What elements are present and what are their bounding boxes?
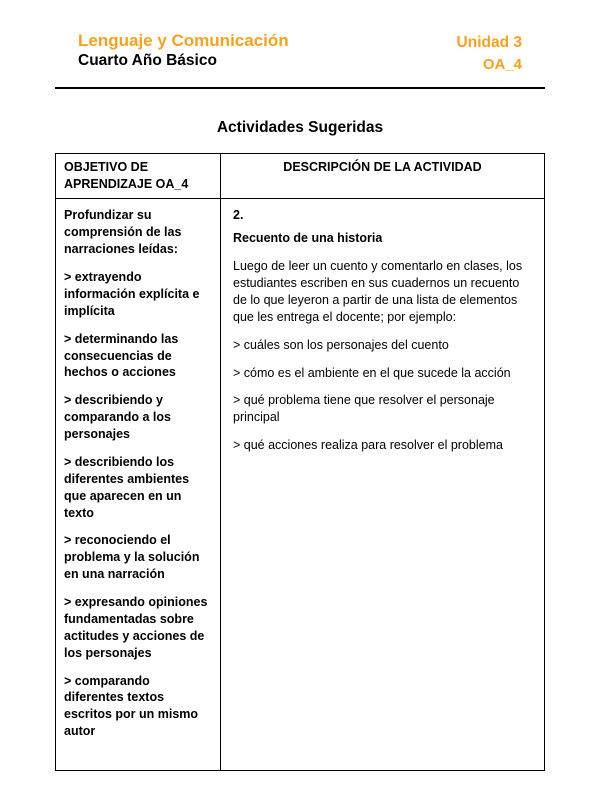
activity-item: > cuáles son los personajes del cuento [233, 337, 449, 352]
objective-item: > extrayendo información explícita e implícita [64, 270, 200, 318]
header-left [78, 30, 289, 72]
activities-table [55, 153, 545, 772]
header-right [457, 30, 522, 75]
description-column-header: DESCRIPCIÓN DE LA ACTIVIDAD [221, 153, 545, 199]
objective-item: > expresando opiniones fundamentadas sobre actitudes y acciones de los personajes [64, 595, 208, 660]
table-header-row [56, 153, 545, 199]
subject-title: Lenguaje y Comunicación [78, 31, 289, 50]
document-header [55, 30, 545, 75]
objective-item: > comparando diferentes textos escritos por un mismo autor [64, 673, 199, 739]
header-divider [55, 87, 545, 89]
activity-item: > qué acciones realiza para resolver el problema [233, 438, 503, 453]
activity-description: Luego de leer un cuento y comentarlo en clases, los estudiantes escriben en sus cuadernos un recuento de lo que leyeron a partir de una lista de elementos que les entrega el docente; por ejemplo: [233, 259, 523, 324]
objective-item: > describiendo los diferentes ambientes que aparecen en un texto [64, 454, 190, 520]
unit-label: Unidad 3 [456, 34, 522, 51]
objective-intro: Profundizar su comprensión de las narraciones leídas: [64, 208, 182, 257]
activity-number: 2. [233, 208, 244, 223]
activity-item: > qué problema tiene que resolver el personaje principal [233, 393, 495, 425]
page-title: Actividades Sugeridas [216, 118, 384, 136]
activity-item: > cómo es el ambiente en el que sucede la acción [233, 365, 511, 380]
oa-label: OA_4 [482, 55, 522, 73]
objective-column-header: OBJETIVO DE APRENDIZAJE OA_4 [56, 153, 221, 199]
table-body-row [56, 199, 545, 771]
activity-cell [221, 199, 545, 771]
objective-item: > describiendo y comparando a los personajes [64, 393, 171, 442]
activity-title: Recuento de una historia [233, 231, 383, 246]
objective-item: > determinando las consecuencias de hechos o acciones [64, 331, 179, 380]
objective-item: > reconociendo el problema y la solución en una narración [64, 533, 200, 582]
objective-cell [56, 199, 221, 771]
grade-subtitle: Cuarto Año Básico [78, 52, 217, 70]
